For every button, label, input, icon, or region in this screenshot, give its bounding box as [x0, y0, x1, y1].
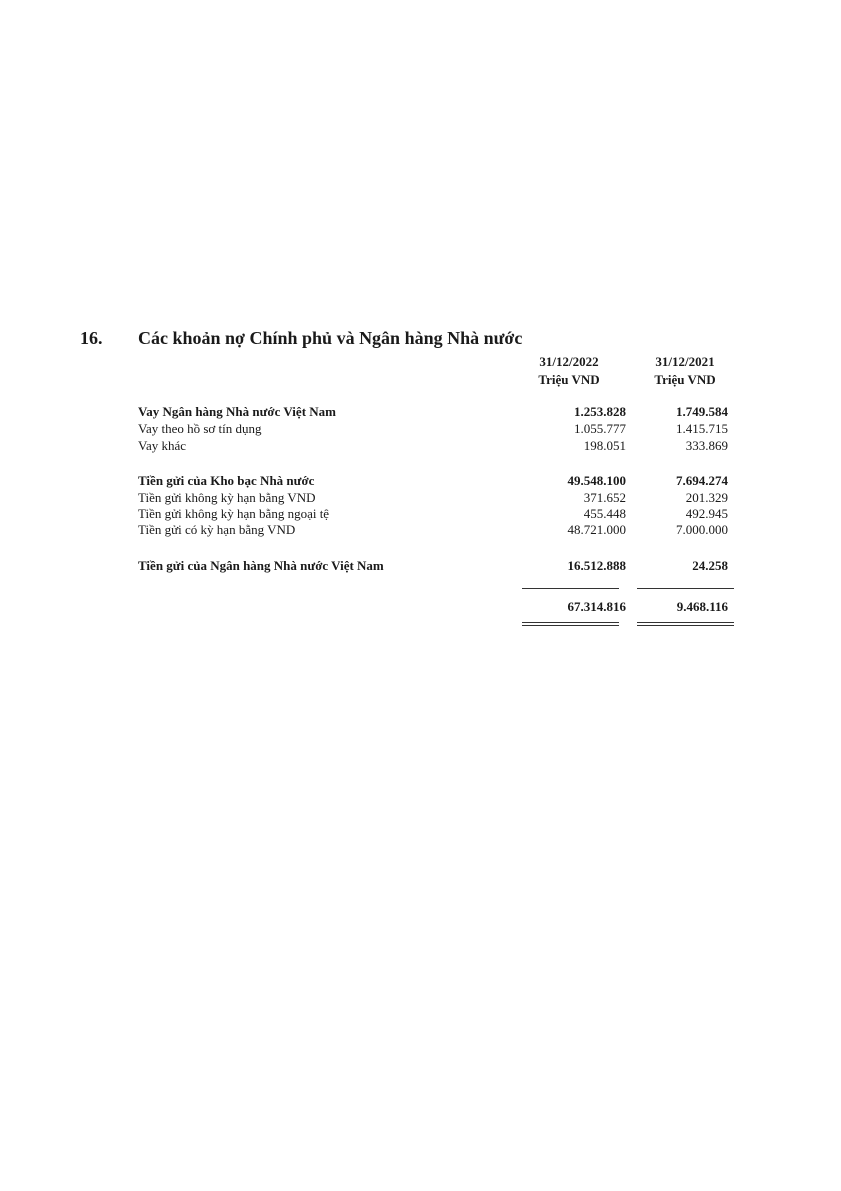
row-label: Tiền gửi của Kho bạc Nhà nước	[138, 473, 315, 488]
value-2021: 7.694.274	[676, 473, 728, 488]
value-2021: 7.000.000	[676, 522, 728, 537]
table-row-group-heading	[0, 558, 841, 574]
row-label: Vay theo hồ sơ tín dụng	[138, 421, 262, 436]
table-row	[0, 522, 841, 538]
value-2021: 24.258	[692, 558, 728, 573]
column-unit: Triệu VND	[538, 372, 600, 387]
value-2021: 492.945	[685, 506, 728, 521]
total-value-2021: 9.468.116	[676, 599, 728, 614]
column-header-2021	[630, 353, 740, 389]
value-2021: 1.749.584	[676, 404, 728, 419]
column-date: 31/12/2021	[655, 354, 715, 369]
value-2022: 16.512.888	[567, 558, 626, 573]
value-2021: 1.415.715	[676, 421, 728, 436]
table-row	[0, 506, 841, 522]
table-row-group-heading	[0, 404, 841, 420]
column-date: 31/12/2022	[539, 354, 599, 369]
value-2022: 198.051	[583, 438, 626, 453]
table-row	[0, 438, 841, 454]
column-header-2022	[514, 353, 624, 389]
total-double-rule-2022	[522, 622, 619, 626]
row-label: Vay Ngân hàng Nhà nước Việt Nam	[138, 404, 336, 419]
value-2022: 455.448	[583, 506, 626, 521]
section-title: Các khoản nợ Chính phủ và Ngân hàng Nhà nước	[138, 328, 523, 348]
subtotal-rule-2022	[522, 588, 619, 589]
total-double-rule-2021	[637, 622, 734, 626]
row-label: Tiền gửi không kỳ hạn bằng VND	[138, 490, 316, 505]
value-2022: 371.652	[583, 490, 626, 505]
value-2021: 201.329	[685, 490, 728, 505]
value-2022: 1.055.777	[574, 421, 626, 436]
row-label: Tiền gửi không kỳ hạn bằng ngoại tệ	[138, 506, 330, 521]
total-row	[0, 599, 841, 615]
column-unit: Triệu VND	[654, 372, 716, 387]
table-row	[0, 421, 841, 437]
table-row-group-heading	[0, 473, 841, 489]
row-label: Vay khác	[138, 438, 187, 453]
value-2021: 333.869	[685, 438, 728, 453]
section-number: 16.	[80, 328, 103, 348]
table-row	[0, 490, 841, 506]
value-2022: 1.253.828	[574, 404, 626, 419]
row-label: Tiền gửi có kỳ hạn bằng VND	[138, 522, 296, 537]
total-value-2022: 67.314.816	[567, 599, 626, 614]
value-2022: 49.548.100	[567, 473, 626, 488]
row-label: Tiền gửi của Ngân hàng Nhà nước Việt Nam	[138, 558, 384, 573]
value-2022: 48.721.000	[567, 522, 626, 537]
subtotal-rule-2021	[637, 588, 734, 589]
